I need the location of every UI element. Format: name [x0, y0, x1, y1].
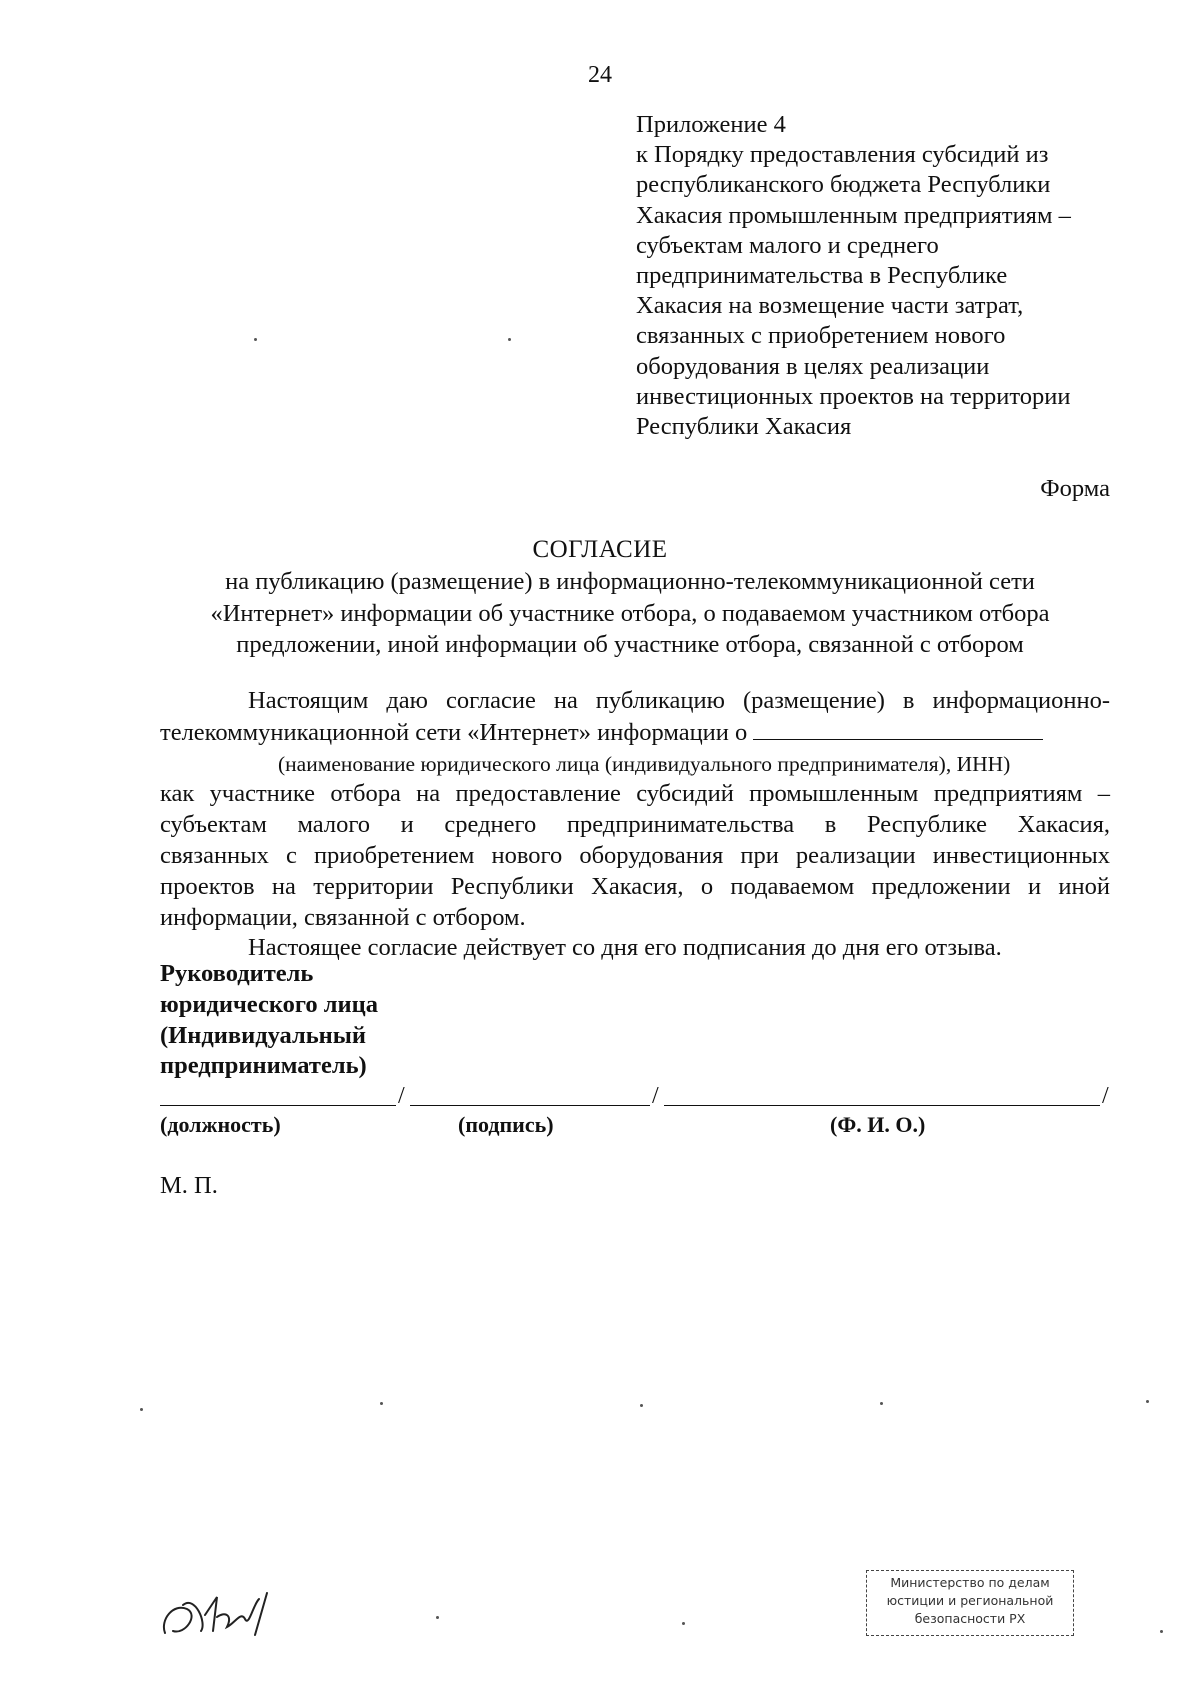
scan-speck: [880, 1402, 883, 1405]
field-hint: (наименование юридического лица (индивидуального предпринимателя), ИНН): [278, 751, 1011, 776]
scan-speck: [640, 1404, 643, 1407]
appendix-line: Республики Хакасия: [636, 413, 852, 441]
signature-caption: (подпись): [458, 1112, 554, 1137]
body-line: субъектам малого и среднего предпринимательства в Республике Хакасия,: [160, 811, 1110, 839]
signature-lines: [160, 1080, 1110, 1110]
validity-statement: Настоящее согласие действует со дня его подписания до дня его отзыва.: [248, 934, 1002, 962]
signer-block: [160, 959, 378, 1082]
subtitle-line: предложении, иной информации об участнике отбора, связанной с отбором: [236, 631, 1024, 658]
signer-line: (Индивидуальный: [160, 1021, 367, 1049]
scan-speck: [1146, 1400, 1149, 1403]
subtitle-line: «Интернет» информации об участнике отбора, о подаваемом участником отбора: [210, 599, 1050, 627]
appendix-line: республиканского бюджета Республики: [636, 171, 1051, 199]
appendix-line: связанных с приобретением нового: [636, 322, 1006, 350]
appendix-line: Хакасия промышленным предприятиям –: [636, 201, 1071, 229]
position-field[interactable]: [160, 1105, 396, 1106]
document-title: СОГЛАСИЕ: [532, 536, 668, 563]
stamp-line: безопасности РХ: [914, 1611, 1026, 1626]
body-line: информации, связанной с отбором.: [160, 903, 526, 931]
seal-placeholder: М. П.: [160, 1172, 218, 1199]
appendix-line: предпринимательства в Республике: [636, 262, 1008, 290]
subtitle-line: на публикацию (размещение) в информационно-телекоммуникационной сети: [225, 568, 1035, 595]
scan-speck: [436, 1616, 439, 1619]
page-number: 24: [588, 62, 612, 88]
separator-slash: /: [398, 1083, 405, 1109]
fio-field[interactable]: [664, 1105, 1100, 1106]
stamp-line: Министерство по делам: [890, 1575, 1050, 1590]
signer-line: юридического лица: [160, 990, 378, 1018]
scan-speck: [508, 338, 511, 341]
appendix-line: оборудования в целях реализации: [636, 352, 990, 380]
appendix-line: инвестиционных проектов на территории: [636, 382, 1071, 410]
signer-line: предприниматель): [160, 1052, 367, 1080]
form-label: Форма: [1040, 475, 1110, 502]
scan-speck: [380, 1402, 383, 1405]
appendix-reference: [636, 110, 1136, 442]
handwritten-initials-icon: [155, 1575, 275, 1645]
body-line: связанных с приобретением нового оборудования при реализации инвестиционных: [160, 841, 1110, 869]
stamp-line: юстиции и региональной: [886, 1593, 1054, 1608]
body-line: как участнике отбора на предоставление субсидий промышленным предприятиям –: [160, 780, 1110, 808]
body-line: телекоммуникационной сети «Интернет» информации о: [160, 718, 748, 746]
scan-speck: [140, 1408, 143, 1411]
document-subtitle: [150, 566, 1110, 661]
appendix-line: Приложение 4: [636, 111, 786, 138]
separator-slash: /: [1102, 1083, 1109, 1109]
consent-body: [160, 686, 1110, 964]
signer-line: Руководитель: [160, 960, 314, 987]
fio-caption: (Ф. И. О.): [830, 1112, 926, 1137]
body-line: проектов на территории Республики Хакасия, о подаваемом предложении и иной: [160, 872, 1110, 900]
body-line-with-blank: [160, 717, 1110, 749]
signature-field[interactable]: [410, 1105, 650, 1106]
position-caption: (должность): [160, 1112, 281, 1137]
appendix-line: к Порядку предоставления субсидий из: [636, 141, 1049, 169]
separator-slash: /: [652, 1083, 659, 1109]
body-line: Настоящим даю согласие на публикацию (размещение) в информационно-: [248, 687, 1110, 714]
scan-speck: [682, 1622, 685, 1625]
appendix-line: Хакасия на возмещение части затрат,: [636, 292, 1024, 320]
registration-stamp: [866, 1570, 1074, 1636]
appendix-line: субъектам малого и среднего: [636, 231, 939, 259]
organization-name-field[interactable]: [753, 717, 1043, 740]
scan-speck: [254, 338, 257, 341]
scan-speck: [1160, 1630, 1163, 1633]
